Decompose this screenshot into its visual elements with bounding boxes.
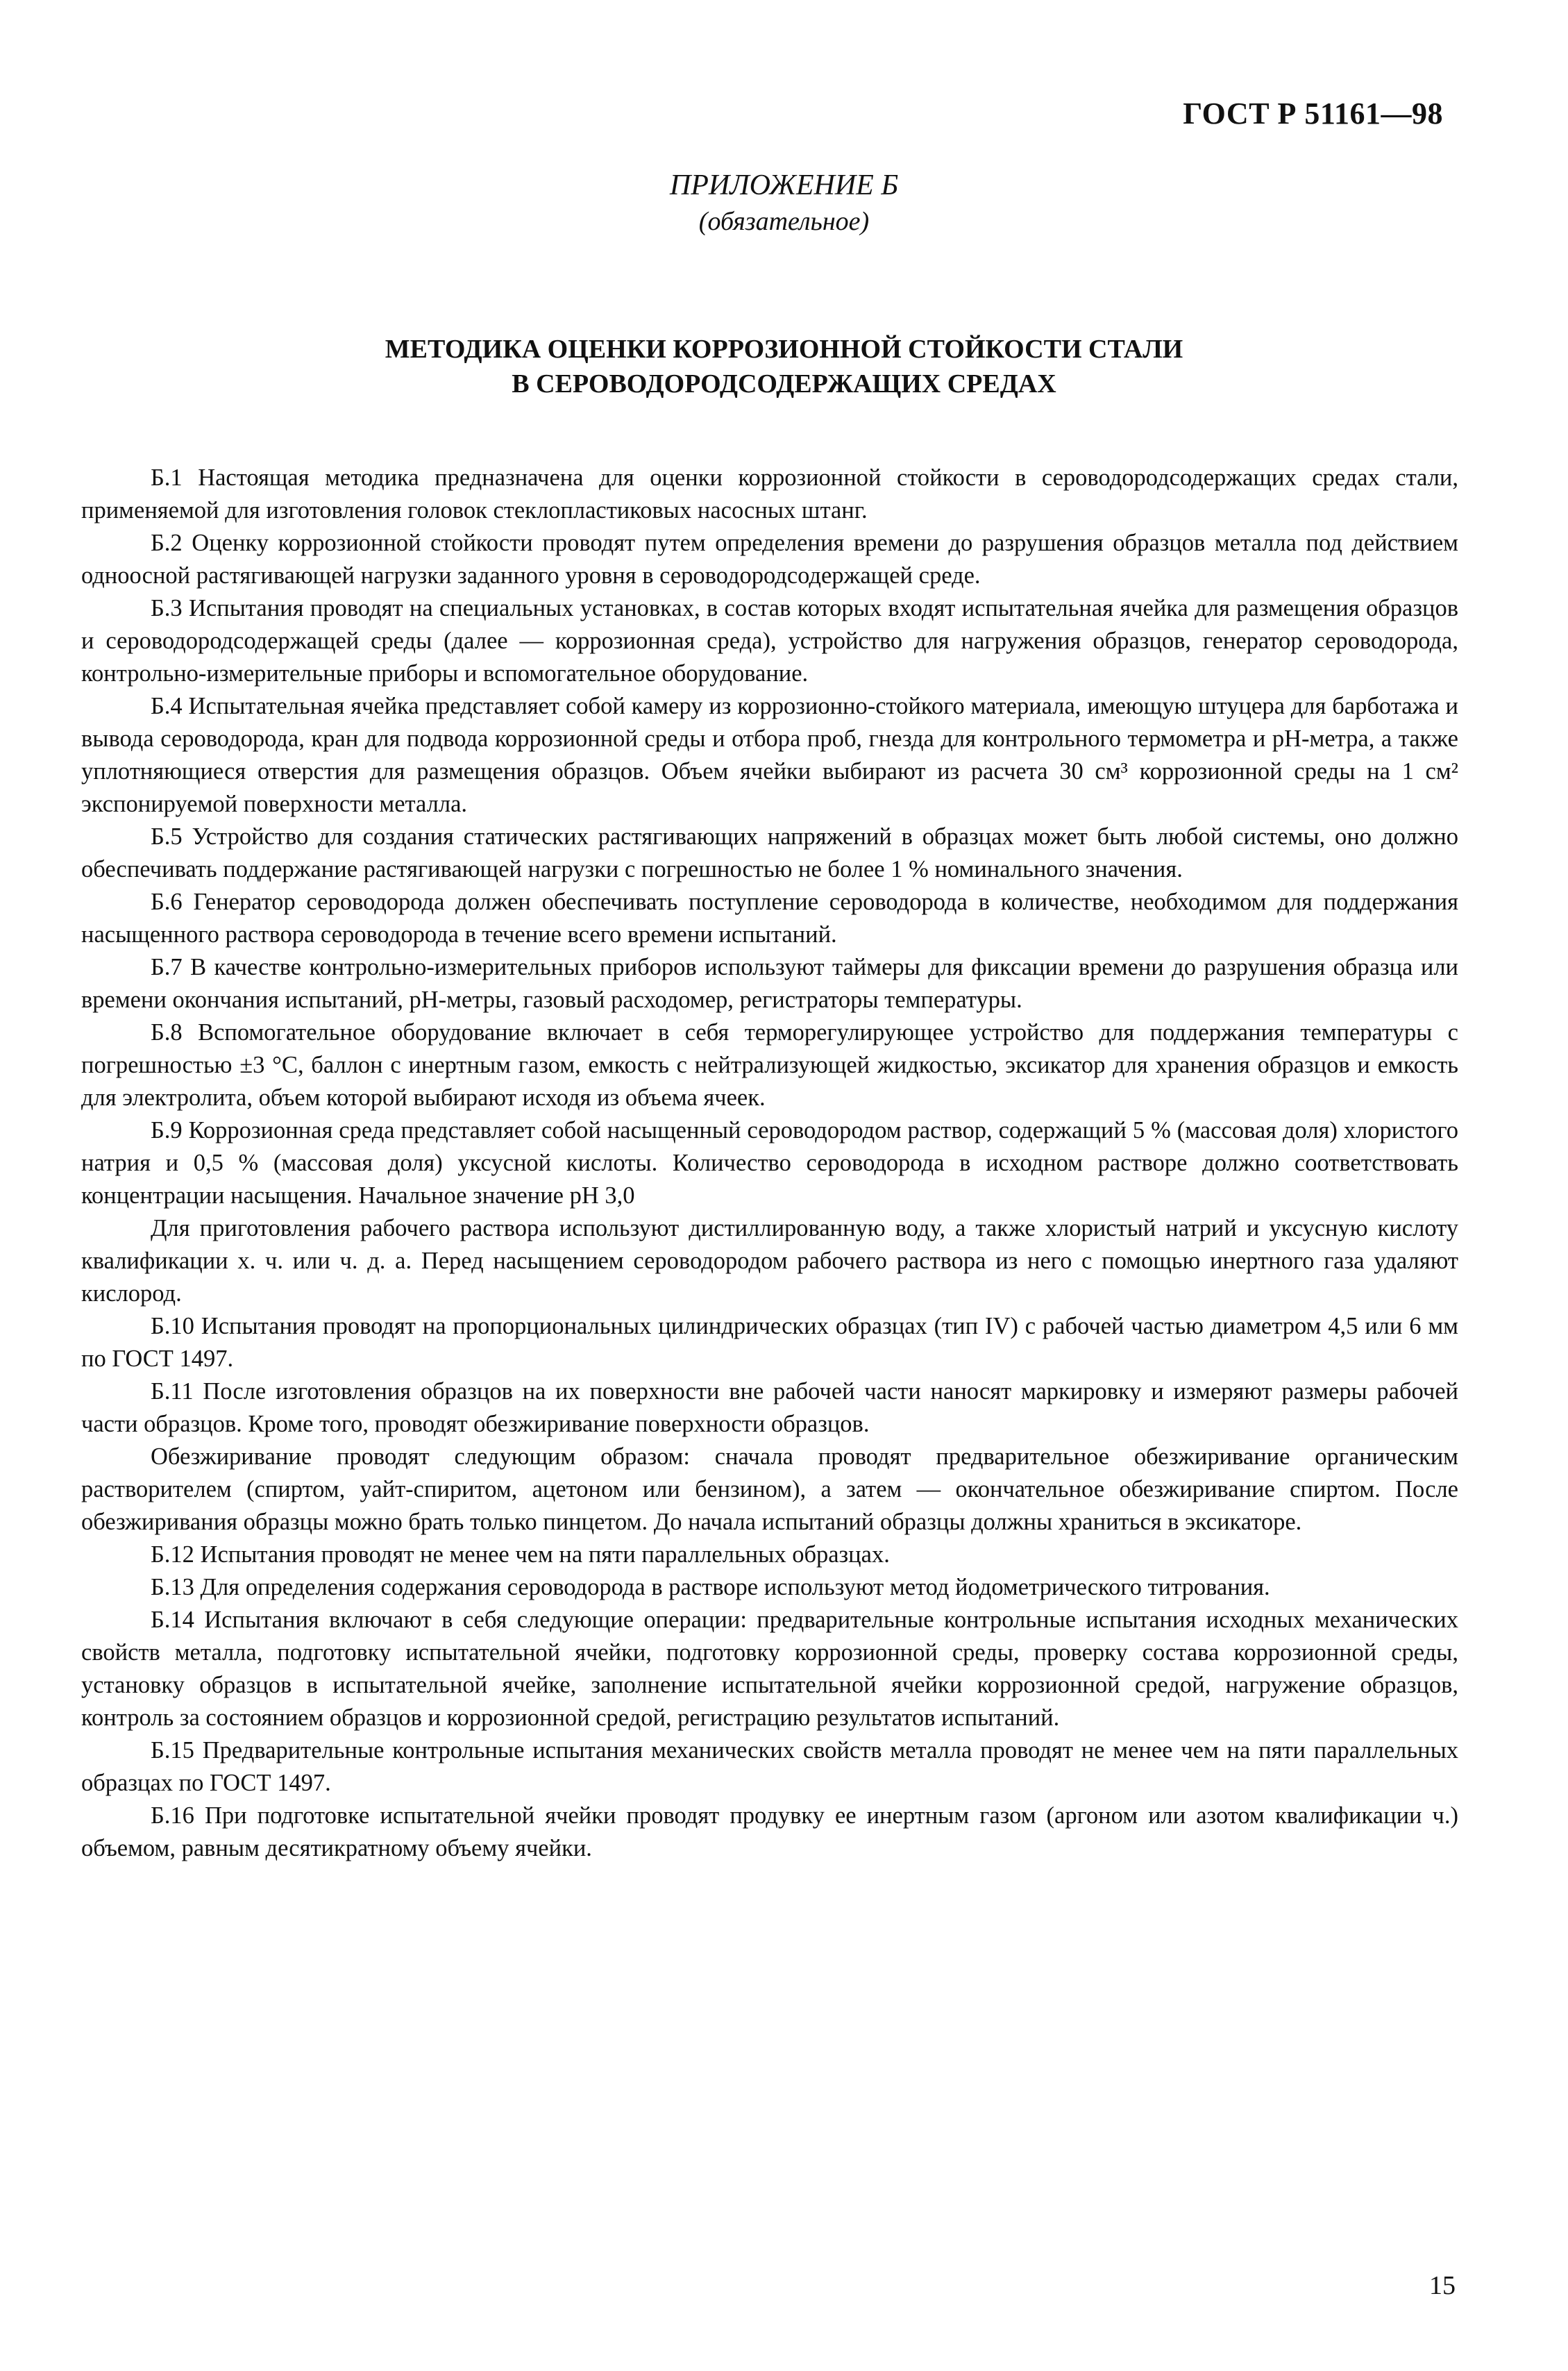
paragraph: Б.12 Испытания проводят не менее чем на пяти параллельных образцах. [151,1541,890,1568]
page-number: 15 [1429,2271,1456,2300]
paragraph: Б.5 Устройство для создания статических растягивающих напряжений в образцах может быть любой системы, оно должно обеспечивать поддержание растягивающей нагрузки с погрешностью не более 1 % номинального значения. [81,823,1458,882]
body-text [81,462,1458,1865]
paragraph: Б.8 Вспомогательное оборудование включает в себя терморегулирующее устройство для поддержания температуры с погрешностью ±3 °С, баллон с инертным газом, емкость с нейтрализующей жидкостью, эксикатор для хранения образцов и емкость для электролита, объем которой выбирают исходя из объема ячеек. [81,1019,1458,1111]
paragraph: Б.4 Испытательная ячейка представляет собой камеру из коррозионно-стойкого материала, имеющую штуцера для барботажа и вывода сероводорода, кран для подвода коррозионной среды и отбора проб, гнезда для контрольного термометра и pH-метра, а также уплотняющиеся отверстия для размещения образцов. Объем ячейки выбирают из расчета 30 см³ коррозионной среды на 1 см² экспонируемой поверхности металла. [81,693,1458,817]
paragraph: Б.15 Предварительные контрольные испытания механических свойств металла проводят не менее чем на пяти параллельных образцах по ГОСТ 1497. [81,1737,1458,1796]
paragraph: Б.10 Испытания проводят на пропорциональных цилиндрических образцах (тип IV) с рабочей частью диаметром 4,5 или 6 мм по ГОСТ 1497. [81,1313,1458,1372]
heading-line-2: В СЕРОВОДОРОДСОДЕРЖАЩИХ СРЕДАХ [512,369,1056,399]
paragraph: Б.9 Коррозионная среда представляет собой насыщенный сероводородом раствор, содержащий 5 % (массовая доля) хлористого натрия и 0,5 % (массовая доля) уксусной кислоты. Количество сероводорода в исходном растворе должно соответствовать концентрации насыщения. Начальное значение pH 3,0 [81,1117,1458,1209]
paragraph: Б.16 При подготовке испытательной ячейки проводят продувку ее инертным газом (аргоном или азотом квалификации ч.) объемом, равным десятикратному объему ячейки. [81,1802,1458,1861]
paragraph: Обезжиривание проводят следующим образом: сначала проводят предварительное обезжиривание органическим растворителем (спиртом, уайт-спиритом, ацетоном или бензином), а затем — окончательное обезжиривание спиртом. После обезжиривания образцы можно брать только пинцетом. До начала испытаний образцы должны храниться в эксикаторе. [81,1443,1458,1535]
paragraph: Б.1 Настоящая методика предназначена для оценки коррозионной стойкости в сероводородсодержащих средах стали, применяемой для изготовления головок стеклопластиковых насосных штанг. [81,464,1458,523]
heading-line-1: МЕТОДИКА ОЦЕНКИ КОРРОЗИОННОЙ СТОЙКОСТИ СТАЛИ [385,335,1183,364]
annex-header [0,167,1568,239]
paragraph: Б.7 В качестве контрольно-измерительных приборов используют таймеры для фиксации времени до разрушения образца или времени окончания испытаний, pH-метры, газовый расходомер, регистраторы температуры. [81,954,1458,1013]
paragraph: Б.6 Генератор сероводорода должен обеспечивать поступление сероводорода в количестве, необходимом для поддержания насыщенного раствора сероводорода в течение всего времени испытаний. [81,889,1458,948]
paragraph: Для приготовления рабочего раствора используют дистиллированную воду, а также хлористый натрий и уксусную кислоту квалификации х. ч. или ч. д. а. Перед насыщением сероводородом рабочего раствора из него с помощью инертного газа удаляют кислород. [81,1215,1458,1307]
paragraph: Б.13 Для определения содержания сероводорода в растворе используют метод йодометрического титрования. [151,1574,1270,1600]
paragraph: Б.2 Оценку коррозионной стойкости проводят путем определения времени до разрушения образцов металла под действием одноосной растягивающей нагрузки заданного уровня в сероводородсодержащей среде. [81,530,1458,589]
annex-title: ПРИЛОЖЕНИЕ Б [669,169,899,201]
section-heading [0,332,1568,401]
document-id: ГОСТ Р 51161—98 [1183,97,1443,131]
paragraph: Б.11 После изготовления образцов на их поверхности вне рабочей части наносят маркировку и измеряют размеры рабочей части образцов. Кроме того, проводят обезжиривание поверхности образцов. [81,1378,1458,1437]
paragraph: Б.3 Испытания проводят на специальных установках, в состав которых входят испытательная ячейка для размещения образцов и сероводородсодержащей среды (далее — коррозионная среда), устройство для нагружения образцов, генератор сероводорода, контрольно-измерительные приборы и вспомогательное оборудование. [81,595,1458,687]
paragraph: Б.14 Испытания включают в себя следующие операции: предварительные контрольные испытания исходных механических свойств металла, подготовку испытательной ячейки, подготовку коррозионной среды, проверку состава коррозионной среды, установку образцов в испытательной ячейке, заполнение испытательной ячейки коррозионной средой, нагружение образцов, контроль за состоянием образцов и коррозионной средой, регистрацию результатов испытаний. [81,1607,1458,1731]
annex-status: (обязательное) [698,207,870,236]
